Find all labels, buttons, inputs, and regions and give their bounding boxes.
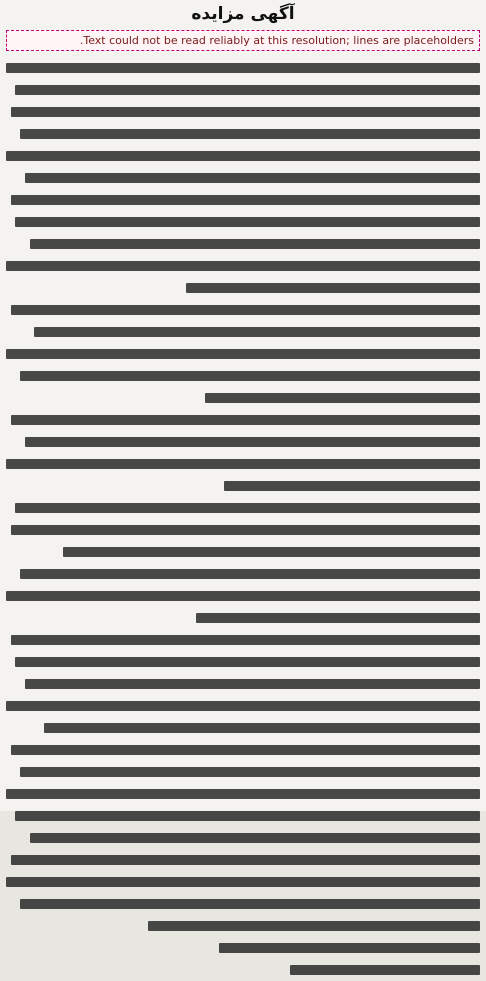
text-line-placeholder xyxy=(6,453,480,475)
text-line-placeholder xyxy=(6,651,480,673)
text-line-placeholder xyxy=(6,937,480,959)
transcription-note: Text could not be read reliably at this resolution; lines are placeholders. xyxy=(6,30,480,51)
text-line-placeholder xyxy=(6,167,480,189)
text-line-placeholder xyxy=(6,79,480,101)
text-line-placeholder xyxy=(6,145,480,167)
text-line-placeholder xyxy=(6,497,480,519)
text-line-placeholder xyxy=(6,365,480,387)
text-line-placeholder xyxy=(6,233,480,255)
notice-title: آگهی مزایده xyxy=(191,4,295,24)
text-line-placeholder xyxy=(6,189,480,211)
text-line-placeholder xyxy=(6,299,480,321)
text-line-placeholder xyxy=(6,783,480,805)
text-line-placeholder xyxy=(6,673,480,695)
text-line-placeholder xyxy=(6,211,480,233)
text-line-placeholder xyxy=(6,717,480,739)
text-line-placeholder xyxy=(6,541,480,563)
text-line-placeholder xyxy=(6,607,480,629)
text-line-placeholder xyxy=(6,871,480,893)
text-line-placeholder xyxy=(6,431,480,453)
text-line-placeholder xyxy=(6,343,480,365)
text-line-placeholder xyxy=(6,277,480,299)
notice-body xyxy=(6,57,480,981)
text-line-placeholder xyxy=(6,321,480,343)
text-line-placeholder xyxy=(6,409,480,431)
text-line-placeholder xyxy=(6,255,480,277)
text-line-placeholder xyxy=(6,519,480,541)
text-line-placeholder xyxy=(6,629,480,651)
text-line-placeholder xyxy=(6,57,480,79)
text-line-placeholder xyxy=(6,739,480,761)
text-line-placeholder xyxy=(6,915,480,937)
text-line-placeholder xyxy=(6,101,480,123)
text-line-placeholder xyxy=(6,563,480,585)
text-line-placeholder xyxy=(6,959,480,981)
text-line-placeholder xyxy=(6,387,480,409)
text-line-placeholder xyxy=(6,893,480,915)
text-line-placeholder xyxy=(6,123,480,145)
text-line-placeholder xyxy=(6,827,480,849)
text-line-placeholder xyxy=(6,849,480,871)
text-line-placeholder xyxy=(6,695,480,717)
text-line-placeholder xyxy=(6,805,480,827)
text-line-placeholder xyxy=(6,475,480,497)
text-line-placeholder xyxy=(6,585,480,607)
text-line-placeholder xyxy=(6,761,480,783)
